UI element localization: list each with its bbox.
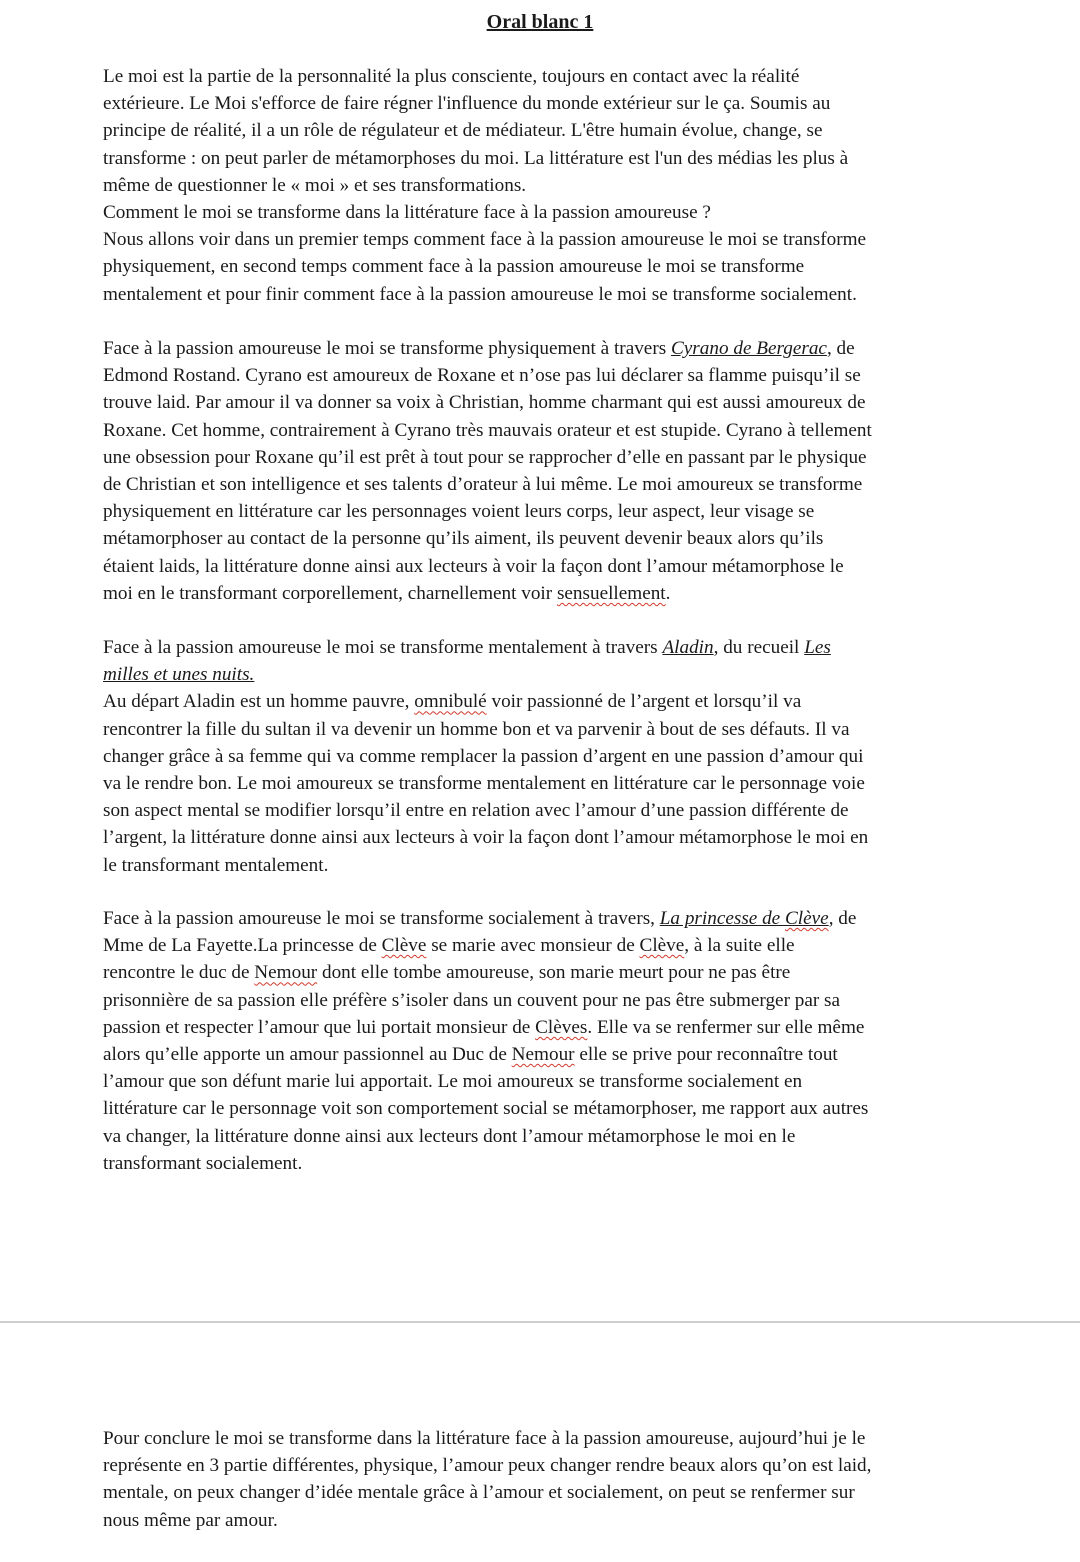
- spellcheck-word: sensuellement: [556, 582, 666, 604]
- part3-line: Face à la passion amoureuse le moi se transforme socialement à travers, La princesse de Clève, de: [103, 908, 857, 929]
- conclusion-paragraph: [103, 1425, 983, 1534]
- spellcheck-word: Clève: [381, 935, 427, 957]
- spellcheck-word: Nemour: [511, 1044, 575, 1066]
- part1-paragraph: [103, 335, 983, 607]
- plan-line: mentalement et pour finir comment face à la passion amoureuse le moi se transforme socialement.: [103, 283, 857, 305]
- conclusion-line: représente en 3 partie différentes, physique, l’amour peux changer rendre beaux alors qu’on est laid,: [103, 1455, 872, 1477]
- part2-line: le transformant mentalement.: [103, 854, 329, 876]
- work-title-mille-nuits: Les: [804, 637, 831, 658]
- intro-line: principe de réalité, il a un rôle de régulateur et de médiateur. L'être humain évolue, change, se: [103, 120, 823, 142]
- page-2: [0, 1324, 1080, 1562]
- part3-line: l’amour que son défunt marie lui apportait. Le moi amoureux se transforme socialement en: [103, 1071, 803, 1093]
- part2-line: va le rendre bon. Le moi amoureux se transforme mentalement en littérature car le personnage voie: [103, 773, 865, 795]
- part2-line: [103, 661, 983, 688]
- plan-line: Nous allons voir dans un premier temps comment face à la passion amoureuse le moi se transforme: [103, 229, 867, 251]
- page-divider: [0, 1321, 1080, 1323]
- part1-line: de Christian et son intelligence et ses talents d’orateur à lui même. Le moi amoureux se transforme: [103, 474, 863, 496]
- intro-line: extérieure. Le Moi s'efforce de faire régner l'influence du monde extérieur sur le ça. Soumis au: [103, 93, 831, 115]
- part2-paragraph: [103, 634, 983, 879]
- part1-line: moi en le transformant corporellement, charnellement voir sensuellement.: [103, 582, 671, 604]
- spellcheck-word: Clève: [639, 935, 685, 957]
- part3-line: transformant socialement.: [103, 1152, 303, 1174]
- part1-line: Edmond Rostand. Cyrano est amoureux de Roxane et n’ose pas lui déclarer sa flamme puisqu’il se: [103, 365, 861, 387]
- part2-line: Au départ Aladin est un homme pauvre, omnibulé voir passionné de l’argent et lorsqu’il va: [103, 691, 802, 713]
- part3-line: littérature car le personnage voit son comportement social se métamorphoser, me rapport aux autres: [103, 1098, 869, 1120]
- part2-line: rencontrer la fille du sultan il va devenir un homme bon et va parvenir à bout de ses défauts. Il va: [103, 718, 850, 740]
- part1-line: Face à la passion amoureuse le moi se transforme physiquement à travers Cyrano de Bergerac, de: [103, 338, 855, 359]
- part1-line: une obsession pour Roxane qu’il est prêt à tout pour se rapprocher d’elle en passant par le physique: [103, 446, 867, 468]
- part1-line: Roxane. Cet homme, contrairement à Cyrano très mauvais orateur et est stupide. Cyrano à tellement: [103, 419, 872, 441]
- part2-line: son aspect mental se modifier lorsqu’il entre en relation avec l’amour d’une passion différente de: [103, 800, 849, 822]
- conclusion-line: Pour conclure le moi se transforme dans la littérature face à la passion amoureuse, aujourd’hui je le: [103, 1428, 866, 1449]
- work-title-princesse: La princesse de Clève: [659, 908, 829, 929]
- intro-line: Le moi est la partie de la personnalité la plus consciente, toujours en contact avec la réalité: [103, 66, 800, 87]
- part1-line: métamorphoser au contact de la personne qu’ils aiment, ils peuvent devenir beaux alors qu’ils: [103, 528, 824, 550]
- spellcheck-word: omnibulé: [414, 691, 487, 713]
- part3-line: alors qu’elle apporte un amour passionnel au Duc de Nemour elle se prive pour reconnaître tout: [103, 1044, 838, 1066]
- part2-line: l’argent, la littérature donne ainsi aux lecteurs à voir la façon dont l’amour métamorphose le moi en: [103, 827, 869, 849]
- part1-line: physiquement en littérature car les personnages voient leurs corps, leur aspect, leur visage se: [103, 501, 815, 523]
- part3-line: rencontre le duc de Nemour dont elle tombe amoureuse, son marie meurt pour ne pas être: [103, 962, 791, 984]
- part1-line: trouve laid. Par amour il va donner sa voix à Christian, homme charmant qui est aussi amoureux de: [103, 392, 866, 414]
- work-title-mille-nuits: milles et unes nuits.: [103, 664, 255, 686]
- part3-line: passion et respecter l’amour que lui portait monsieur de Clèves. Elle va se renfermer sur elle même: [103, 1016, 865, 1038]
- spellcheck-word: Nemour: [254, 962, 318, 984]
- intro-line: transforme : on peut parler de métamorphoses du moi. La littérature est l'un des médias les plus à: [103, 147, 849, 169]
- problem-question: Comment le moi se transforme dans la littérature face à la passion amoureuse ?: [103, 202, 711, 224]
- work-title-cyrano: Cyrano de Bergerac: [670, 338, 827, 359]
- spellcheck-word: Clève: [785, 908, 829, 929]
- part1-line: étaient laids, la littérature donne ainsi aux lecteurs à voir la façon dont l’amour métamorphose le: [103, 555, 844, 577]
- intro-line: même de questionner le « moi » et ses transformations.: [103, 174, 527, 196]
- plan-line: physiquement, en second temps comment face à la passion amoureuse le moi se transforme: [103, 256, 805, 278]
- part2-line: Face à la passion amoureuse le moi se transforme mentalement à travers Aladin, du recueil Les: [103, 637, 831, 658]
- part2-line: changer grâce à sa femme qui va comme remplacer la passion d’argent en une passion d’amour qui: [103, 745, 864, 767]
- part3-line: prisonnière de sa passion elle préfère s’isoler dans un couvent pour ne pas être submerger par sa: [103, 989, 841, 1011]
- conclusion-line: nous même par amour.: [103, 1509, 278, 1531]
- conclusion-line: mentale, on peux changer d’idée mentale grâce à l’amour et socialement, on peut se renfermer sur: [103, 1482, 855, 1504]
- spellcheck-word: Clèves: [535, 1016, 588, 1038]
- intro-paragraph: [103, 63, 983, 308]
- document-title: Oral blanc 1: [486, 11, 594, 33]
- work-title-aladin: Aladin: [662, 637, 714, 658]
- part3-paragraph: [103, 905, 983, 1177]
- part3-line: Mme de La Fayette.La princesse de Clève se marie avec monsieur de Clève, à la suite elle: [103, 935, 795, 957]
- part3-line: va changer, la littérature donne ainsi aux lecteurs dont l’amour métamorphose le moi en le: [103, 1125, 796, 1147]
